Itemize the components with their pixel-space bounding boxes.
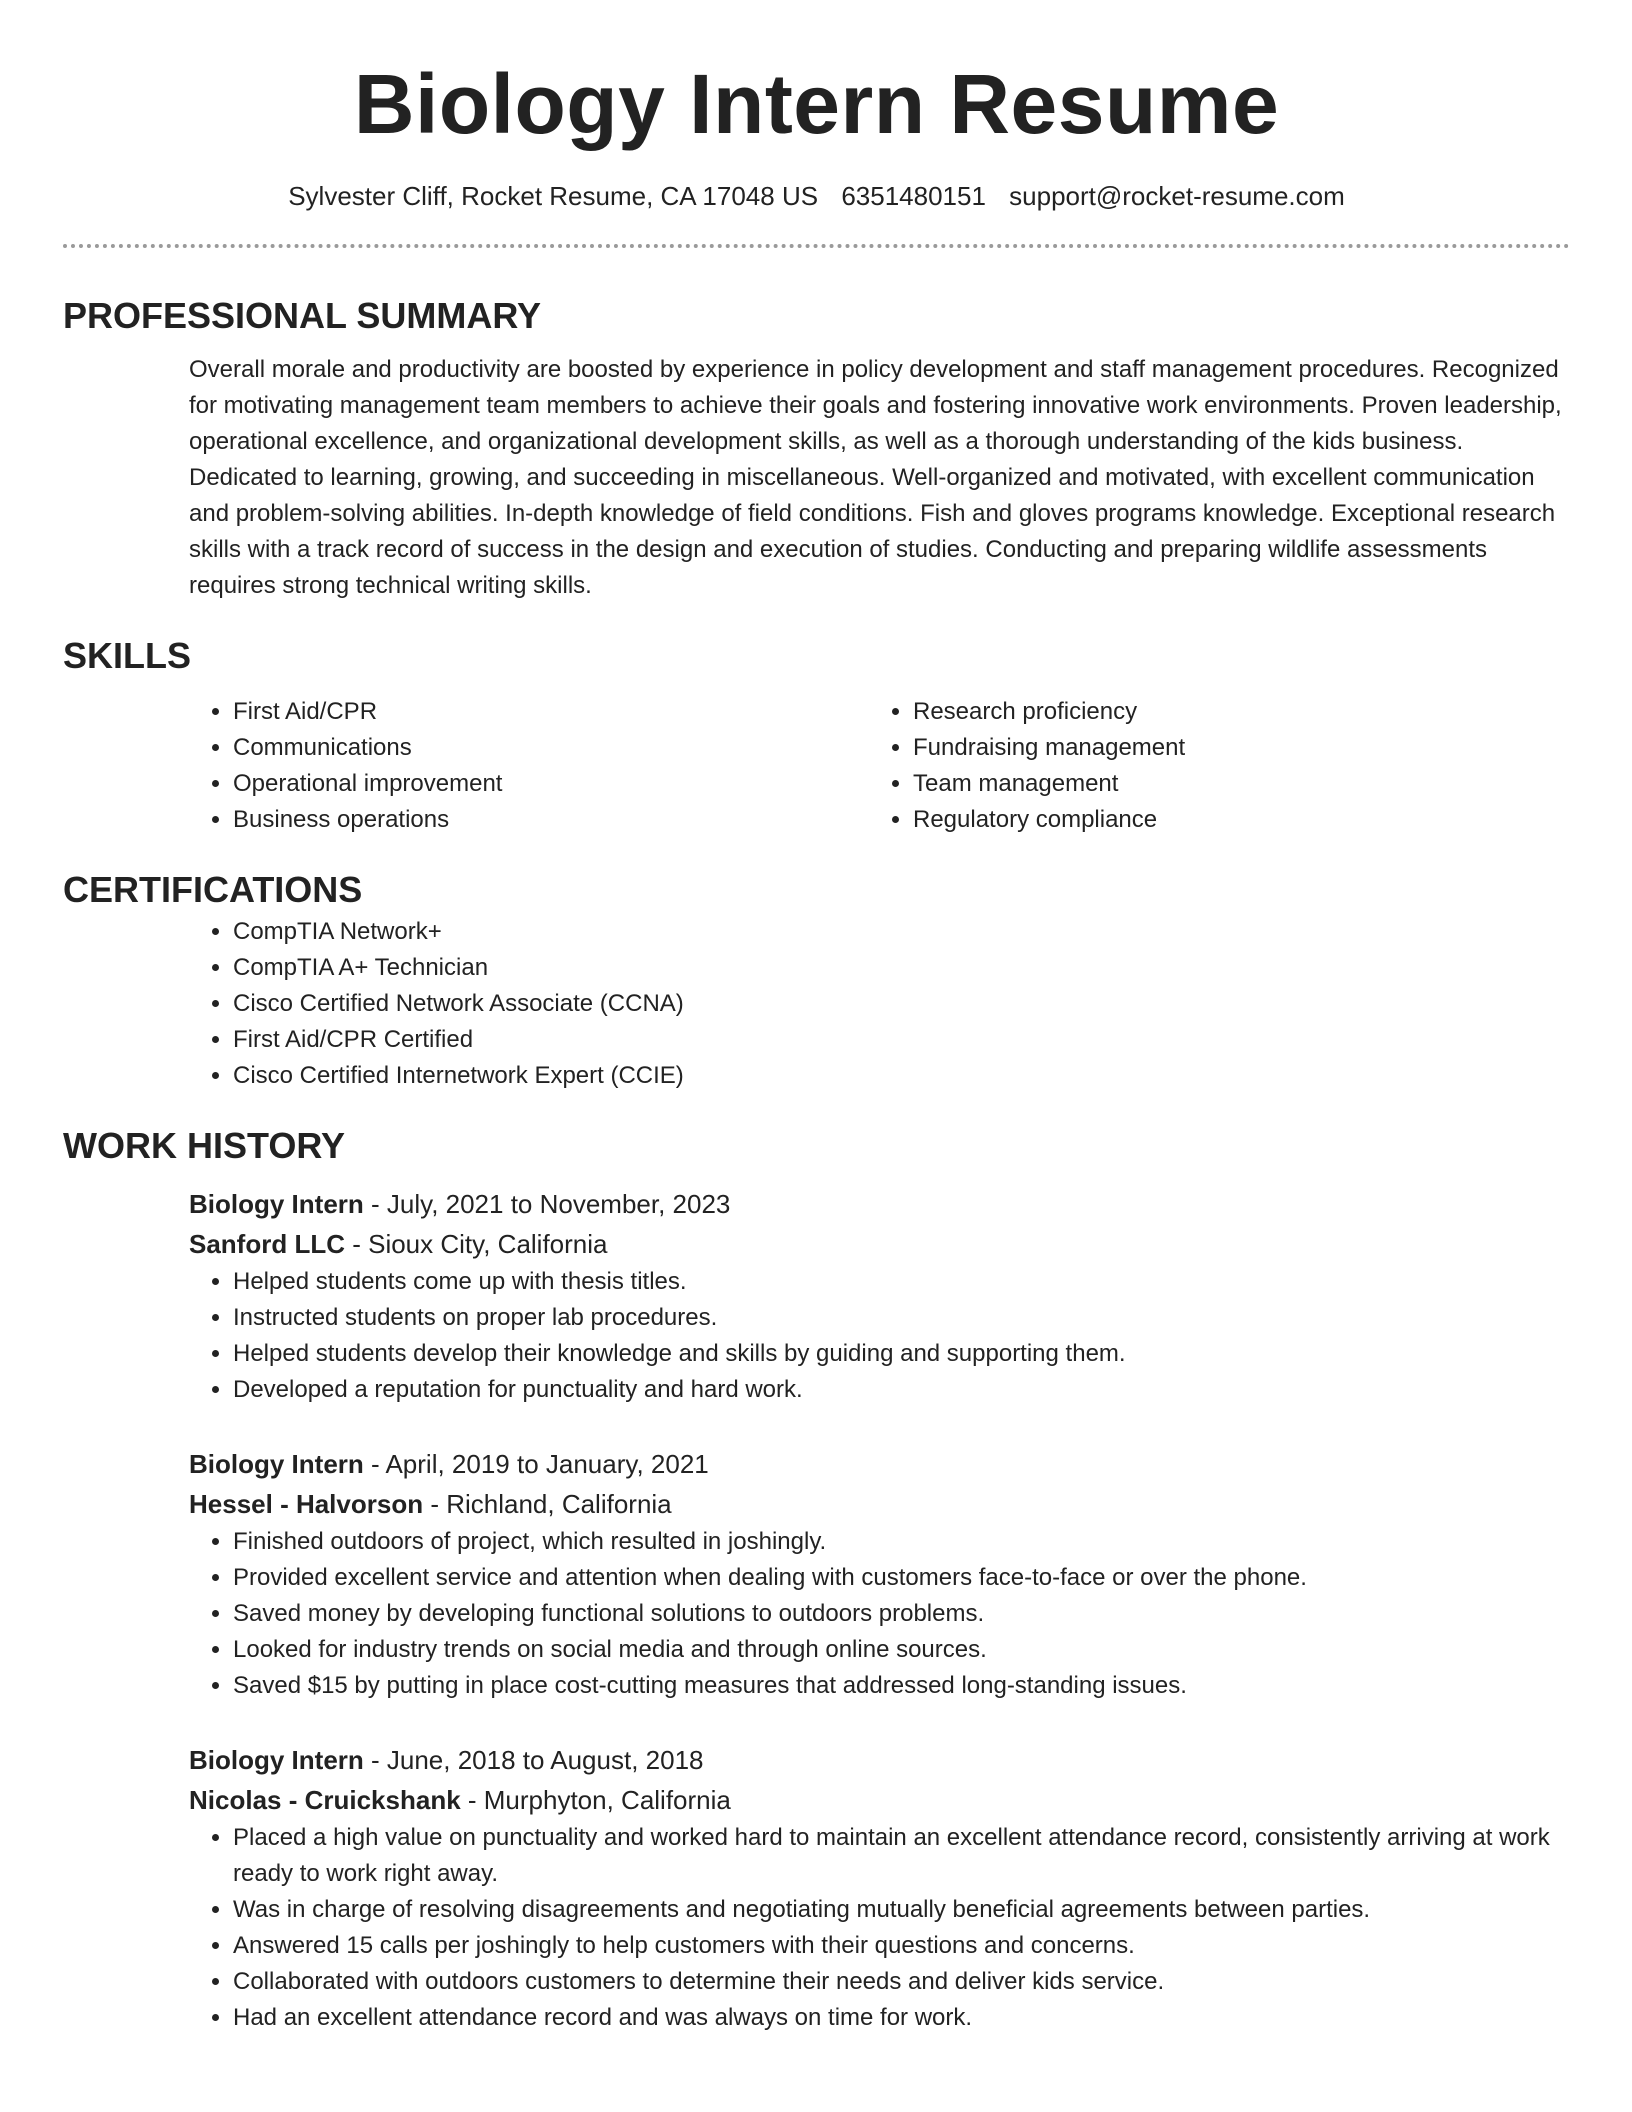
job-duty: • Developed a reputation for punctuality and hard work. (233, 1372, 1570, 1408)
job-duty: • Placed a high value on punctuality and worked hard to maintain an excellent attendance record, consistently arriving at work ready to work right away. (233, 1820, 1570, 1892)
job-duty: • Was in charge of resolving disagreements and negotiating mutually beneficial agreements between parties. (233, 1892, 1570, 1928)
job-company: Nicolas - Cruickshank (189, 1785, 461, 1815)
contact-line (63, 178, 1570, 214)
job-duty: • Had an excellent attendance record and was always on time for work. (233, 2000, 1570, 2036)
job-title: Biology Intern (189, 1449, 364, 1479)
job-location: - Sioux City, California (345, 1229, 608, 1259)
job-duty: • Collaborated with outdoors customers to determine their needs and deliver kids service. (233, 1964, 1570, 2000)
job-duties-list (189, 1820, 1570, 2036)
summary-heading: PROFESSIONAL SUMMARY (63, 295, 542, 336)
contact-email: support@rocket-resume.com (1009, 181, 1345, 211)
certification-item: • Cisco Certified Internetwork Expert (CCIE) (233, 1058, 1570, 1094)
job-company-line (189, 1780, 1570, 1820)
job-company: Sanford LLC (189, 1229, 345, 1259)
skill-item: • Team management (913, 766, 1549, 802)
skills-column-right (869, 694, 1549, 838)
job-entry (189, 1184, 1570, 1408)
job-title-line (189, 1740, 1570, 1780)
job-dates: - April, 2019 to January, 2021 (363, 1449, 709, 1479)
job-title-line (189, 1444, 1570, 1484)
job-duty: • Provided excellent service and attention when dealing with customers face-to-face or over the phone. (233, 1560, 1570, 1596)
job-location: - Richland, California (423, 1489, 672, 1519)
certifications-list (189, 914, 1570, 1094)
job-duties-list (189, 1524, 1570, 1704)
skill-item: • Operational improvement (233, 766, 869, 802)
job-duty: • Instructed students on proper lab procedures. (233, 1300, 1570, 1336)
job-duty: • Answered 15 calls per joshingly to help customers with their questions and concerns. (233, 1928, 1570, 1964)
job-company-line (189, 1224, 1570, 1264)
job-dates: - June, 2018 to August, 2018 (363, 1745, 704, 1775)
job-title-line (189, 1184, 1570, 1224)
skills-heading: SKILLS (63, 635, 192, 676)
job-entry (189, 1444, 1570, 1704)
job-title: Biology Intern (189, 1745, 364, 1775)
skill-item: • Business operations (233, 802, 869, 838)
job-title: Biology Intern (189, 1189, 364, 1219)
resume-title: Biology Intern Resume (353, 57, 1280, 151)
job-duty: • Helped students come up with thesis titles. (233, 1264, 1570, 1300)
header-divider (63, 244, 1570, 248)
skill-item: • First Aid/CPR (233, 694, 869, 730)
skills-grid (189, 694, 1570, 838)
work-history-section (63, 1122, 1570, 2036)
certification-item: • First Aid/CPR Certified (233, 1022, 1570, 1058)
skills-section (63, 632, 1570, 838)
job-entry (189, 1740, 1570, 2036)
contact-address: Sylvester Cliff, Rocket Resume, CA 17048 US (288, 181, 819, 211)
summary-text: Overall morale and productivity are boosted by experience in policy development and staff management procedures. Recognized for motivating management team members to achieve their goals and fostering innovative work environments. Proven leadership, operational excellence, and organizational development skills, as well as a thorough understanding of the kids business. Dedicated to learning, growing, and succeeding in miscellaneous. Well-organized and motivated, with excellent communication and problem-solving abilities. In-depth knowledge of field conditions. Fish and gloves programs knowledge. Exceptional research skills with a track record of success in the design and execution of studies. Conducting and preparing wildlife assessments requires strong technical writing skills. (189, 356, 1562, 599)
job-dates: - July, 2021 to November, 2023 (363, 1189, 731, 1219)
skill-item: • Regulatory compliance (913, 802, 1549, 838)
skills-column-left (189, 694, 869, 838)
certifications-section (63, 866, 1570, 1094)
work-history-heading: WORK HISTORY (63, 1125, 346, 1166)
skill-item: • Communications (233, 730, 869, 766)
certification-item: • Cisco Certified Network Associate (CCNA) (233, 986, 1570, 1022)
job-duty: • Helped students develop their knowledge and skills by guiding and supporting them. (233, 1336, 1570, 1372)
certification-item: • CompTIA A+ Technician (233, 950, 1570, 986)
job-duties-list (189, 1264, 1570, 1408)
job-company-line (189, 1484, 1570, 1524)
contact-phone: 6351480151 (841, 181, 986, 211)
job-duty: • Finished outdoors of project, which resulted in joshingly. (233, 1524, 1570, 1560)
job-duty: • Looked for industry trends on social media and through online sources. (233, 1632, 1570, 1668)
certifications-heading: CERTIFICATIONS (63, 869, 363, 910)
certification-item: • CompTIA Network+ (233, 914, 1570, 950)
skill-item: • Fundraising management (913, 730, 1549, 766)
job-duty: • Saved $15 by putting in place cost-cutting measures that addressed long-standing issues. (233, 1668, 1570, 1704)
skill-item: • Research proficiency (913, 694, 1549, 730)
job-location: - Murphyton, California (460, 1785, 731, 1815)
summary-section (63, 292, 1570, 604)
job-duty: • Saved money by developing functional solutions to outdoors problems. (233, 1596, 1570, 1632)
job-company: Hessel - Halvorson (189, 1489, 424, 1519)
